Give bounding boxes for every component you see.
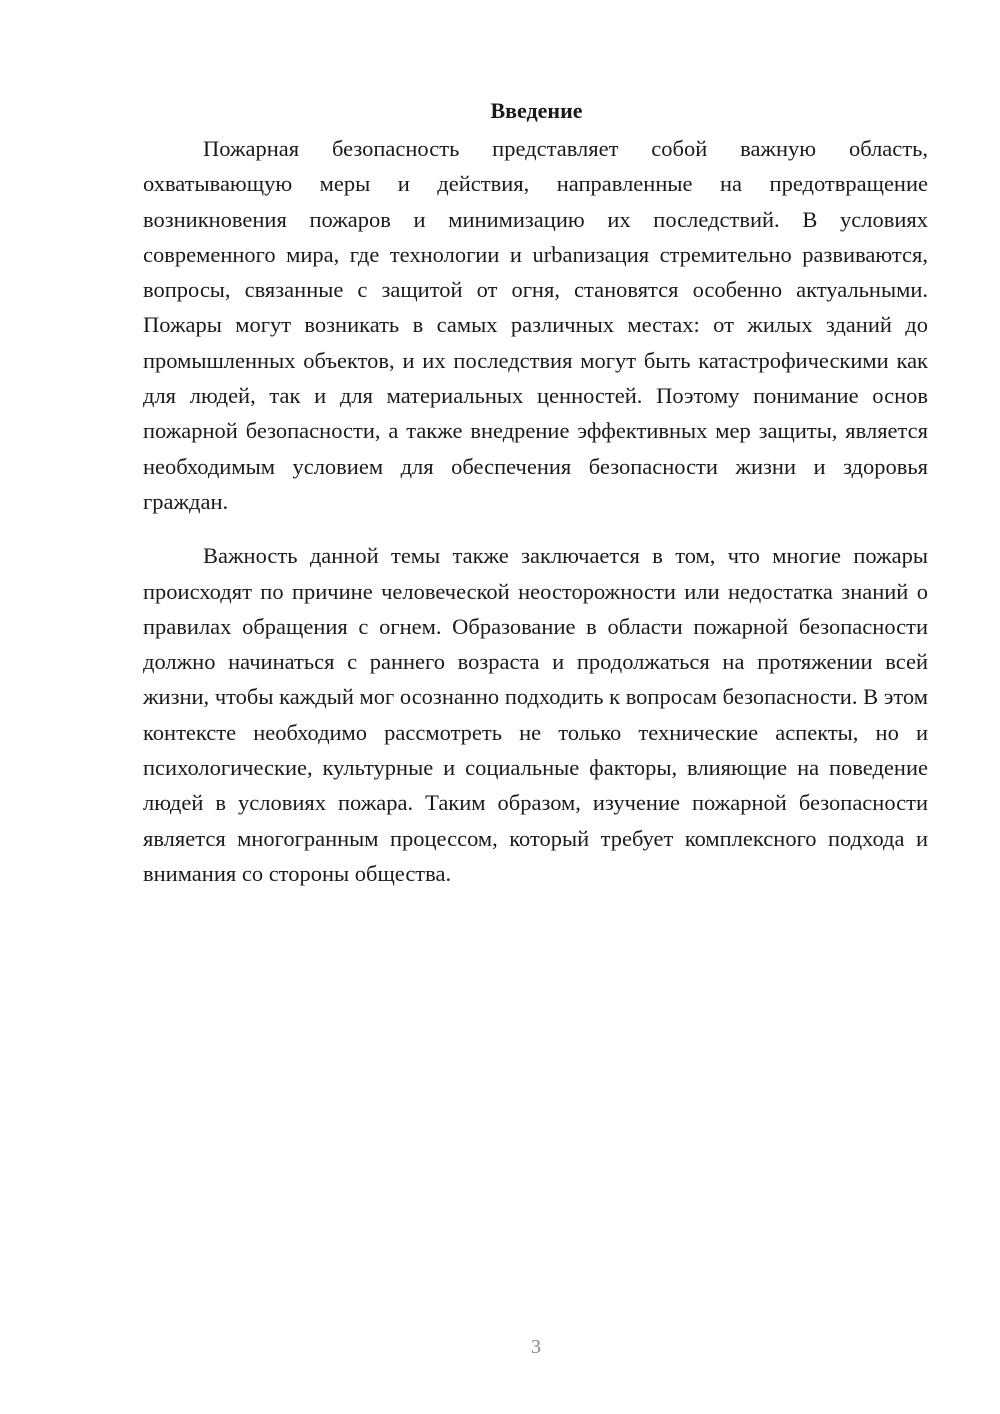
paragraph-1: Пожарная безопасность представляет собой важную область, охватывающую меры и действия, направленные на предотвращение возникновения пожаров и минимизацию их последствий. В условиях современного мира, где технологии и urbanизация стремительно развиваются, вопросы, связанные с защитой от огня, становятся особенно актуальными. Пожары могут возникать в самых различных местах: от жилых зданий до промышленных объектов, и их последствия могут быть катастрофическими как для людей, так и для материальных ценностей. Поэтому понимание основ пожарной безопасности, а также внедрение эффективных мер защиты, является необходимым условием для обеспечения безопасности жизни и здоровья граждан. — [143, 136, 928, 514]
paragraph-2: Важность данной темы также заключается в том, что многие пожары происходят по причине человеческой неосторожности или недостатка знаний о правилах обращения с огнем. Образование в области пожарной безопасности должно начинаться с раннего возраста и продолжаться на протяжении всей жизни, чтобы каждый мог осознанно подходить к вопросам безопасности. В этом контексте необходимо рассмотреть не только технические аспекты, но и психологические, культурные и социальные факторы, влияющие на поведение людей в условиях пожара. Таким образом, изучение пожарной безопасности является многогранным процессом, который требует комплексного подхода и внимания со стороны общества. — [143, 543, 928, 886]
section-heading: Введение — [490, 98, 583, 123]
page-number: 3 — [531, 1336, 541, 1358]
page-content — [143, 96, 928, 891]
